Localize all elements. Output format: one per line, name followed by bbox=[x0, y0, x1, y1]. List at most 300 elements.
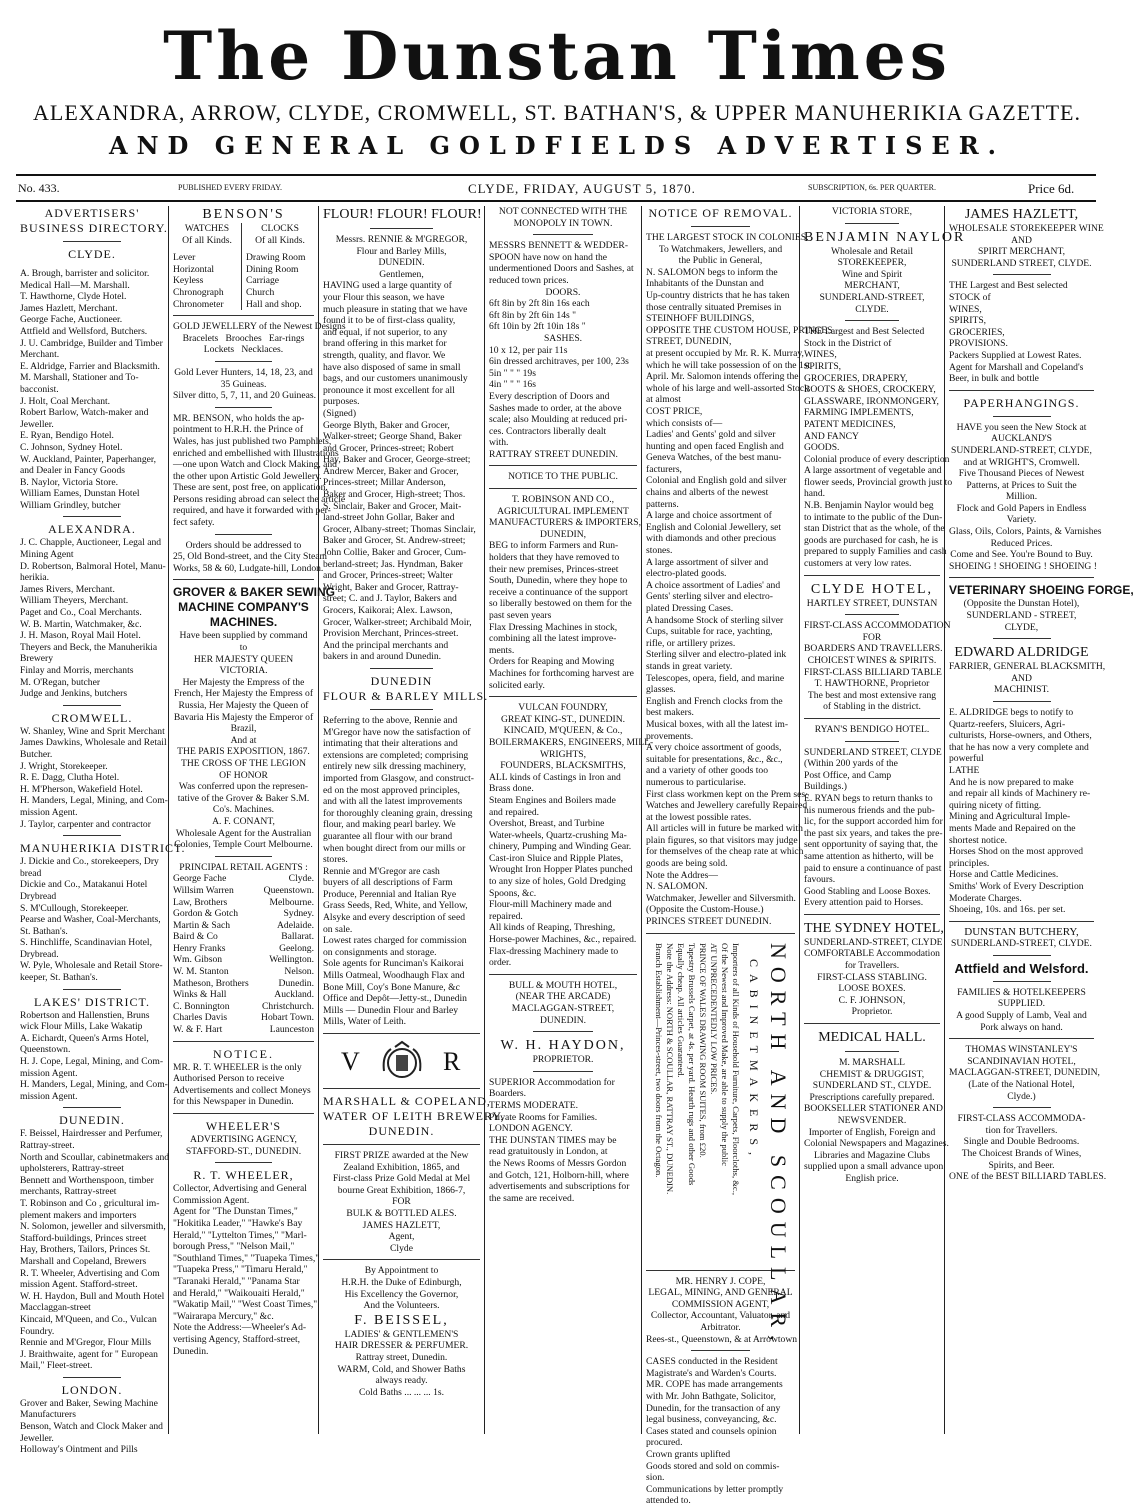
bull-line: (NEAR THE ARCADE) bbox=[515, 991, 611, 1003]
agent-row bbox=[173, 908, 314, 920]
rtw-line: "Southland Times," "Tuapeka Times," bbox=[173, 1252, 320, 1264]
robinson-line: holders that they have removed to bbox=[489, 552, 620, 564]
gold-jewellery-heading: GOLD JEWELLERY of the Newest Designs bbox=[173, 321, 346, 333]
robinson-heading-line: MANUFACTURERS & IMPORTERS, bbox=[489, 517, 641, 529]
directory-entry: J. H. Mason, Royal Mail Hotel. bbox=[20, 630, 141, 642]
doors-item: 6ft 10in by 2ft 10in 18s " bbox=[489, 321, 586, 333]
salomon-line: First class workmen kept on the Prem ses· bbox=[646, 788, 809, 800]
salomon-line: patterns. bbox=[646, 498, 679, 510]
paper-line: and at WRIGHT'S, Cromwell. bbox=[963, 456, 1080, 468]
sash-text-line: RATTRAY STREET DUNEDIN. bbox=[489, 448, 618, 460]
directory-entry: George Fache, Auctioneer. bbox=[20, 314, 123, 326]
haydon-line: SUPERIOR Accommodation for bbox=[489, 1076, 615, 1088]
clyde-hotel-line: The best and most extensive rang bbox=[807, 689, 937, 701]
hazlett-line: THE Largest and Best selected bbox=[949, 280, 1068, 292]
directory-entry: Pearse and Washer, Coal-Merchants, bbox=[20, 914, 161, 926]
hunters-price: Gold Lever Hunters, 14, 18, 23, and 35 Guineas. bbox=[174, 366, 313, 390]
salomon-line: Note the Addres— bbox=[646, 869, 718, 881]
cope-heading-line: Collector, Accountant, Valuator, and bbox=[650, 1310, 791, 1322]
hazlett-text bbox=[949, 280, 1094, 384]
agent-name: C. Bonnington bbox=[173, 1000, 230, 1012]
agent-row bbox=[173, 1024, 314, 1036]
salomon-line: Sterling silver and electro-plated ink bbox=[646, 649, 787, 661]
brewery-line: MARSHALL & COPELAND, bbox=[323, 1094, 491, 1108]
sydney-line: COMFORTABLE Accommodation bbox=[804, 948, 940, 960]
agent-town: Geelong. bbox=[279, 942, 314, 954]
sash-item: 6in dressed architraves, per 100, 23s bbox=[489, 356, 629, 368]
agent-town: Adelaide. bbox=[276, 919, 314, 931]
vulcan-heading-line: GREAT KING-ST., DUNEDIN. bbox=[500, 713, 626, 725]
salomon-line: whole of his large and well-assorted Stock bbox=[646, 382, 809, 394]
agents-list bbox=[173, 873, 314, 1035]
columns bbox=[16, 206, 1134, 1507]
agent-row bbox=[173, 943, 314, 955]
salomon-line: stands in great variety. bbox=[646, 660, 733, 672]
watches-label: WATCHES bbox=[184, 223, 230, 234]
cope-heading-line: COMMISSION AGENT, bbox=[671, 1298, 770, 1310]
directory-entry: Judge and Jenkins, butchers bbox=[20, 688, 128, 700]
directory-entry: merchants, Rattray-street bbox=[20, 1186, 117, 1198]
agent-town: Melbourne. bbox=[269, 896, 314, 908]
hazlett-sub bbox=[949, 223, 1104, 269]
naylor-sub-line: STOREKEEPER, bbox=[837, 257, 907, 269]
price: Price 6d. bbox=[1028, 181, 1075, 196]
grover-title-line: MACHINE COMPANY'S bbox=[178, 600, 309, 615]
mills-line: flour, and making pearl barley. We bbox=[323, 819, 456, 831]
naylor-line: Stock in the District of bbox=[804, 337, 892, 349]
vulcan-line: Horse-power Machines, &c., repaired. bbox=[489, 934, 637, 946]
north-scoullar-title: NORTH AND SCOULLAR, bbox=[766, 942, 791, 1349]
paper-line: Million. bbox=[1005, 491, 1038, 503]
prize-line: FOR bbox=[392, 1196, 411, 1208]
north-scoullar-line: Importers of all Kinds of Household Furniture, Carpets, Floorcloths, &c., bbox=[731, 942, 741, 1195]
flour-body-line: brand offering in this market for bbox=[323, 338, 447, 350]
aldridge-line: that he has now a very complete and bbox=[949, 741, 1089, 753]
watch-item: Chronograph bbox=[173, 286, 224, 298]
removal-intro-line: THE LARGEST STOCK IN COLONIES. bbox=[646, 232, 809, 243]
robinson-line: Orders for Reaping and Mowing bbox=[489, 656, 615, 668]
agent-town: Christchurch. bbox=[262, 1000, 314, 1012]
flour-body-line: Hay, Baker and Grocer, George-street; bbox=[323, 454, 471, 466]
directory-entry: Jeweller. bbox=[20, 418, 54, 430]
rtw-line: Collector, Advertising and General bbox=[173, 1183, 307, 1195]
rtw-heading: R. T. WHEELER, bbox=[193, 1168, 294, 1183]
flour-body bbox=[323, 280, 480, 663]
doors-intro-line: undermentioned Doors and Sashes, at bbox=[489, 263, 634, 275]
agent-row bbox=[173, 954, 314, 966]
mills-line: Sole agents for Runciman's Kaikorai bbox=[323, 958, 464, 970]
medical-heading: MEDICAL HALL. bbox=[818, 1030, 926, 1046]
haydon-line: THE DUNSTAN TIMES may be bbox=[489, 1134, 617, 1146]
aldridge-line: Shoeing, 10s. and 16s. per set. bbox=[949, 904, 1066, 916]
list-manuherikia bbox=[20, 856, 164, 984]
directory-entry: W. Pyle, Wholesale and Retail Store- bbox=[20, 960, 163, 972]
agent-name: Wm. Gibson bbox=[173, 954, 223, 966]
aldridge-line: and repair all kinds of Machinery re- bbox=[949, 788, 1091, 800]
salomon-line: chains and alberts of the newest bbox=[646, 487, 769, 499]
doors-item: 6ft 8in by 2ft 8in 16s each bbox=[489, 298, 590, 310]
robinson-line: solicited early. bbox=[489, 679, 545, 691]
directory-entry: Rattray-street. bbox=[20, 1140, 75, 1151]
hazlett-heading: JAMES HAZLETT, bbox=[964, 207, 1079, 222]
bull-line: DUNEDIN. bbox=[539, 1014, 587, 1026]
directory-entry: R. E. Dagg, Clutha Hotel. bbox=[20, 772, 120, 784]
flour-body-line: Andrew Mercer, Baker and Grocer, bbox=[323, 465, 459, 477]
benson-line: the other upon Artistic Gold Jewellery. bbox=[173, 470, 322, 482]
salomon-line: rifle, or artillery prizes. bbox=[646, 637, 736, 649]
salomon-line: Musical boxes, with all the latest im- bbox=[646, 718, 789, 730]
vulcan-line: Steam Engines and Boilers made bbox=[489, 794, 616, 806]
directory-entry: Kincaid, M'Queen, and Co., Vulcan bbox=[20, 1313, 157, 1325]
cope-line: Communications by letter promptly bbox=[646, 1483, 784, 1495]
benson-line: —one upon Watch and Clock Making, and bbox=[173, 459, 337, 471]
clyde-hotel-line: of Stabling in the district. bbox=[823, 701, 921, 713]
directory-entry: Butcher. bbox=[20, 748, 53, 760]
directory-entry: Medical Hall—M. Marshall. bbox=[20, 279, 130, 291]
brewery-line: WATER OF LEITH BREWERY, bbox=[323, 1109, 505, 1123]
directory-entry: Foundry. bbox=[20, 1325, 55, 1337]
wheeler-line: MR. R. T. WHEELER is the only bbox=[173, 1061, 302, 1073]
directory-entry: S. M'Cullough, Storekeeper. bbox=[20, 902, 129, 914]
salomon-line: All articles will in future be marked with bbox=[646, 823, 803, 835]
stafford-street: STAFFORD-ST., DUNEDIN. bbox=[185, 1145, 302, 1157]
cope-heading-line: LEGAL, MINING, AND GENERAL bbox=[648, 1287, 793, 1299]
directory-entry: A. Eichardt, Queen's Arms Hotel, bbox=[20, 1032, 149, 1044]
robinson-line: ments. bbox=[489, 644, 515, 656]
directory-entry: wick Flour Mills, Lake Wakatip bbox=[20, 1021, 143, 1033]
directory-entry: N. Solomon, jeweller and silversmith, bbox=[20, 1221, 166, 1233]
mills-text bbox=[323, 715, 480, 1028]
agent-name: Charles Davis bbox=[173, 1012, 228, 1024]
agent-row bbox=[173, 989, 314, 1001]
benson-heading: BENSON'S bbox=[202, 207, 285, 222]
directory-entry: H. Manders, Legal, Mining, and Com- bbox=[20, 795, 168, 807]
aldridge-sub bbox=[949, 661, 1106, 696]
medical-line: BOOKSELLER STATIONER AND bbox=[804, 1103, 943, 1115]
agent-row bbox=[173, 978, 314, 990]
robinson-line: so liberally bestowed on them for the bbox=[489, 598, 632, 610]
directory-entry: J. Holt, Coal Merchant. bbox=[20, 395, 111, 407]
cabinetmakers-title: CABINETMAKERS, bbox=[747, 958, 761, 1162]
winstanley-heading-line: THOMAS WINSTANLEY'S bbox=[965, 1044, 1078, 1056]
benson-line: pointment to H.R.H. the Prince of bbox=[173, 424, 304, 436]
rtw-line: Note the Address:—Wheeler's Ad- bbox=[173, 1322, 307, 1334]
vulcan-line: Flour-mill Machinery made and bbox=[489, 899, 612, 911]
royal-arms-icon bbox=[379, 1041, 425, 1081]
robinson-line: combining all the latest improve- bbox=[489, 633, 617, 645]
aldridge-line: Mining and Agricultural Imple- bbox=[949, 811, 1071, 823]
directory-entry: W. Auckland, Painter, Paperhanger, bbox=[20, 453, 157, 465]
aldridge-heading: EDWARD ALDRIDGE bbox=[954, 645, 1089, 661]
salomon-line: Inhabitants of the Dunstan and bbox=[646, 278, 764, 290]
vulcan-line: Cast-iron Sluice and Ripple Plates, bbox=[489, 852, 624, 864]
agent-name: Winks & Hall bbox=[173, 989, 227, 1001]
ryan-line: sent opportunity of saying that, the bbox=[804, 839, 938, 851]
rtw-line: "Wairarapa Mercury," &c. bbox=[173, 1310, 274, 1322]
directory-entry: C. Johnson, Sydney Hotel. bbox=[20, 441, 123, 453]
grover-line: THE CROSS OF THE LEGION bbox=[180, 757, 307, 769]
wheeler-notice bbox=[173, 1062, 314, 1108]
north-scoullar-line: Branch Establishment—Princes-street, two doors from the Octagon. bbox=[654, 942, 664, 1177]
agent-name: Law, Brothers bbox=[173, 896, 228, 908]
directory-entry: H. J. Cope, Legal, Mining, and Com- bbox=[20, 1056, 164, 1068]
forge-sub-line: (Opposite the Dunstan Hotel), bbox=[963, 598, 1080, 610]
directory-entry: J. Taylor, carpenter and contractor bbox=[20, 818, 151, 830]
winstanley-heading-line: (Late of the National Hotel, bbox=[968, 1079, 1075, 1091]
removal-intro-line: To Watchmakers, Jewellers, and bbox=[658, 243, 783, 255]
vulcan-line: order. bbox=[489, 957, 512, 969]
aldridge-line: ments Made and Repaired on the bbox=[949, 822, 1076, 834]
directory-entry: Brewery bbox=[20, 653, 54, 665]
clock-list bbox=[246, 252, 314, 310]
winstanley-line: FIRST-CLASS ACCOMMODA- bbox=[957, 1113, 1086, 1125]
directory-entry: Robert Barlow, Watch-maker and bbox=[20, 407, 149, 419]
salomon-line: which he will take possession of on the 1st bbox=[646, 359, 811, 371]
grover-title-line: GROVER & BAKER SEWING bbox=[173, 585, 336, 600]
directory-entry: William Grindley, butcher bbox=[20, 499, 121, 511]
salomon-line: A large assortment of silver and bbox=[646, 556, 769, 568]
list-london bbox=[20, 1398, 164, 1456]
dateline-rule bbox=[16, 200, 1096, 202]
haydon-text bbox=[489, 1077, 637, 1205]
benson-line: enriched and embellished with Illustrations bbox=[173, 447, 339, 459]
directory-entry: keeper, St. Bathan's. bbox=[20, 972, 98, 984]
naylor-line: GROCERIES, DRAPERY, bbox=[804, 372, 908, 384]
attfield-text bbox=[949, 987, 1094, 1033]
salomon-line: for themselves of the cheap rate at which bbox=[646, 846, 804, 858]
watch-list bbox=[173, 252, 241, 310]
salomon-line: OPPOSITE THE CUSTOM HOUSE, PRINCES bbox=[646, 324, 833, 336]
grover-heading bbox=[173, 585, 336, 630]
beissel-heading: F. BEISSEL, bbox=[354, 1312, 449, 1328]
winstanley-text bbox=[949, 1113, 1107, 1183]
directory-entry: mission Agent. bbox=[20, 806, 78, 818]
salomon-line: suitable for presentations, &c., &c., bbox=[646, 753, 783, 765]
flour-body-line: and equal, if not superior, to any bbox=[323, 326, 448, 338]
benson-line: Persons residing abroad can select the article bbox=[173, 493, 346, 505]
cope-line: Cases stated and counsels opinion bbox=[646, 1425, 777, 1437]
haydon-line: Private Rooms for Families. bbox=[489, 1111, 598, 1123]
directory-entry: Macclaggan-street bbox=[20, 1302, 91, 1314]
grover-line: tative of the Grover & Baker S.M. bbox=[177, 792, 310, 804]
of-all-kinds-right: Of all Kinds. bbox=[255, 234, 305, 246]
sash-text-line: ces. Contractors liberally dealt bbox=[489, 425, 607, 437]
agent-town: Nelson. bbox=[284, 966, 314, 978]
rtw-line: Commission Agent. bbox=[173, 1194, 250, 1206]
sash-text-line: Sashes made to order, at the above bbox=[489, 402, 622, 414]
forge-sub-line: CLYDE, bbox=[1004, 621, 1039, 633]
salomon-line: Ladies' and Gents' gold and silver bbox=[646, 429, 776, 441]
forge-sub bbox=[949, 598, 1094, 633]
sydney-line: SUNDERLAND-STREET, CLYDE bbox=[804, 936, 943, 948]
appointment-text bbox=[323, 1265, 480, 1311]
directory-entry: bacconist. bbox=[20, 383, 59, 395]
ryan-line: Post Office, and Camp bbox=[804, 769, 892, 781]
doors-label: DOORS. bbox=[545, 286, 581, 298]
mills-line: for thoroughly cleaning grain, dressing bbox=[323, 807, 473, 819]
grover-line: OF HONOR bbox=[219, 769, 268, 781]
doors-list bbox=[489, 298, 637, 333]
directory-entry: A. Brough, barrister and solicitor. bbox=[20, 268, 150, 279]
salomon-line: best makers. bbox=[646, 707, 694, 719]
notice-heading: NOTICE. bbox=[213, 1046, 274, 1061]
salomon-line: facturers, bbox=[646, 463, 682, 475]
clyde-hotel-text bbox=[804, 620, 951, 713]
ryan-heading: RYAN'S BENDIGO HOTEL. bbox=[814, 723, 930, 735]
naylor-line: customers at very low rates. bbox=[804, 558, 912, 570]
flour-body-line: have also disposed of same in small bbox=[323, 361, 461, 373]
haydon-heading: W. H. HAYDON, bbox=[500, 1038, 626, 1054]
directory-entry: Holloway's Ointment and Pills bbox=[20, 1444, 138, 1456]
appointment-line: And the Volunteers. bbox=[363, 1300, 440, 1312]
medical-line: Importer of English, Foreign and bbox=[808, 1126, 936, 1138]
mills-line: Alsyke and every description of seed bbox=[323, 912, 465, 924]
prize-text bbox=[323, 1150, 480, 1254]
removal-intro-line: the Public in General, bbox=[678, 255, 763, 267]
salomon-line: N. SALOMON. bbox=[646, 881, 708, 893]
prize-line: Agent, bbox=[388, 1231, 415, 1243]
directory-entry: mission Agent. bbox=[20, 1067, 78, 1079]
sash-item: 10 x 12, per pair 11s bbox=[489, 344, 568, 356]
agent-town: Ballarat. bbox=[281, 931, 314, 943]
flour-body-line: Grocer, Walker-street; Archibald Moir, bbox=[323, 616, 472, 628]
naylor-line: SPIRITS, bbox=[804, 360, 842, 372]
flour-body-line: Grocers, Kaikorai; Alex. Lawson, bbox=[323, 605, 453, 616]
agent-town: Queenstown. bbox=[263, 884, 314, 896]
directory-entry: Manufacturers bbox=[20, 1409, 76, 1421]
naylor-line: stan District that as the whole, of the bbox=[804, 523, 945, 535]
section-london: LONDON. bbox=[61, 1382, 123, 1397]
hazlett-line: PROVISIONS. bbox=[949, 338, 1008, 350]
cope-line: Dunedin, for the transaction of any bbox=[646, 1402, 781, 1414]
agent-name: Baird & Co bbox=[173, 931, 218, 943]
medical-line: Prescriptions carefully prepared. bbox=[809, 1091, 935, 1103]
paper-line: Patterns, at Prices to Suit the bbox=[966, 479, 1077, 491]
sash-text-line: Every description of Doors and bbox=[489, 390, 610, 402]
hazlett-line: SPIRITS, bbox=[949, 315, 987, 327]
agent-row bbox=[173, 897, 314, 909]
grover-line: French, Her Majesty the Empress of bbox=[173, 688, 314, 700]
ryan-text bbox=[804, 746, 943, 909]
jewel-row-1: Bracelets Brooches Ear-rings bbox=[182, 332, 305, 344]
mills-line: extensions are completed; comprising bbox=[323, 749, 469, 761]
flour-body-line: Baker and Grocer, High-street; Thos. bbox=[323, 489, 466, 501]
beissel-line: always ready. bbox=[375, 1375, 428, 1387]
dateline bbox=[18, 181, 1094, 199]
naylor-line: GOODS. bbox=[804, 442, 840, 454]
paper-line: SUNDERLAND-STREET, CLYDE, bbox=[951, 444, 1092, 456]
vulcan-line: All kinds of Reaping, Threshing, bbox=[489, 922, 616, 934]
naylor-text bbox=[804, 326, 953, 570]
directory-entry: F. Beissel, Hairdresser and Perfumer, bbox=[20, 1128, 163, 1140]
naylor-line: AND FANCY bbox=[804, 430, 859, 442]
directory-entry: plement makers and importers bbox=[20, 1209, 137, 1221]
flour-body-line: street; C. and J. Taylor, Bakers and bbox=[323, 593, 457, 605]
directory-entry: Attfield and Wellsford, Butchers. bbox=[20, 325, 148, 337]
agent-town: Hobart Town. bbox=[261, 1012, 314, 1024]
cope-line: MR. COPE has made arrangements bbox=[646, 1379, 783, 1391]
vulcan-line: Overshot, Breast, and Turbine bbox=[489, 818, 605, 830]
mills-heading bbox=[323, 673, 489, 704]
prize-line: bourne Great Exhibition, 1866-7, bbox=[337, 1184, 466, 1196]
winstanley-line: Spirits, and Beer. bbox=[988, 1159, 1055, 1171]
mills-line: on consignments and storage. bbox=[323, 946, 437, 958]
agent-town: Launceston bbox=[269, 1024, 314, 1036]
mills-line: entirely new silk dressing machinery, bbox=[323, 761, 466, 773]
cope-heading-line: Rees-st., Queenstown, & at Arrowtown bbox=[646, 1333, 798, 1345]
grover-title-line: MACHINES. bbox=[209, 615, 278, 630]
aldridge-line: Moderate Charges. bbox=[949, 892, 1022, 904]
naylor-line: flower seeds, Provincial growth just to bbox=[804, 476, 953, 488]
salomon-line: and a variety of other goods too bbox=[646, 765, 769, 777]
flour-body-line: and Grocer, Princes-street; Robert bbox=[323, 442, 454, 454]
directory-entry: Dickie and Co., Matakanui Hotel bbox=[20, 879, 148, 891]
haydon-line: and Gotch, 121, Holborn-hill, where bbox=[489, 1169, 629, 1181]
directory-entry: T. Robinson and Co , gricultural im- bbox=[20, 1197, 160, 1209]
winstanley-heading-line: Clyde.) bbox=[1007, 1090, 1036, 1102]
robinson-line: South, Dunedin, where they hope to bbox=[489, 575, 628, 587]
ryan-line: the past six years, and takes the pre- bbox=[804, 827, 943, 839]
flour-body-line: S. Sinclair, Baker and Grocer, Mait- bbox=[323, 500, 462, 512]
orders-note: Orders should be addressed to bbox=[185, 539, 302, 551]
vulcan-line: Water-wheels, Quartz-crushing Ma- bbox=[489, 829, 627, 841]
sydney-line: LOOSE BOXES. bbox=[838, 983, 906, 995]
vulcan-line: ALL kinds of Castings in Iron and bbox=[489, 771, 621, 783]
ryan-line: his numerous friends and the pub- bbox=[804, 804, 935, 816]
salomon-line: A choice assortment of Ladies' and bbox=[646, 579, 781, 591]
beissel-line: Rattray street, Dunedin. bbox=[355, 1351, 448, 1363]
aldridge-line: LATHE bbox=[949, 764, 980, 776]
flour-body-line: Provision Merchant, Princes-street. bbox=[323, 628, 459, 640]
flour-body-line: Grocer, Albany-street; Thomas Sinclair, bbox=[323, 523, 476, 535]
bull-heading bbox=[489, 980, 637, 1026]
agent-name: Matheson, Brothers bbox=[173, 977, 249, 989]
rtw-line: Dunedin. bbox=[173, 1345, 209, 1357]
doors-item: 6ft 8in by 2ft 6in 14s " bbox=[489, 309, 577, 321]
robinson-heading bbox=[489, 494, 641, 540]
rtw-line: "Taranaki Herald," "Panama Star bbox=[173, 1275, 300, 1287]
mills-line: stores. bbox=[323, 854, 348, 866]
salomon-line: electro-plated goods. bbox=[646, 568, 727, 580]
issue-number: No. 433. bbox=[18, 181, 60, 195]
naylor-sub bbox=[804, 246, 940, 316]
robinson-heading-line: T. ROBINSON AND CO., bbox=[511, 494, 615, 506]
mills-line: when bought direct from our mills or bbox=[323, 842, 466, 854]
directory-entry: J. C. Chapple, Auctioneer, Legal and bbox=[20, 537, 162, 549]
clyde-hotel-line: FIRST-CLASS BILLIARD TABLE bbox=[804, 666, 942, 678]
salomon-line: April. Mr. Salomon intends offering the bbox=[646, 371, 799, 383]
flour-intro-line: Messrs. RENNIE & M'GREGOR, bbox=[335, 234, 468, 245]
flour-body-line: strength, quality, and flavor. We bbox=[323, 349, 446, 361]
salomon-line: provements. bbox=[646, 730, 694, 742]
hazlett-line: Beer, in bulk and bottle bbox=[949, 373, 1039, 385]
flour-body-line: bags, and our customers unanimously bbox=[323, 373, 468, 385]
paper-line: AUCKLAND'S bbox=[991, 433, 1052, 445]
medical-line: M. MARSHALL bbox=[838, 1057, 906, 1069]
haydon-line: TERMS MODERATE. bbox=[489, 1099, 579, 1111]
cope-line: procured. bbox=[646, 1437, 683, 1449]
flour-intro-line: Flour and Barley Mills, bbox=[356, 245, 447, 257]
royal-arms-row bbox=[323, 1039, 480, 1083]
directory-entry: Stafford-buildings, Princes street bbox=[20, 1232, 147, 1244]
section-clyde: CLYDE. bbox=[68, 247, 116, 261]
aldridge-line: shortest notice. bbox=[949, 834, 1008, 846]
winstanley-heading-line: SCANDINAVIAN HOTEL, bbox=[967, 1055, 1076, 1067]
robinson-heading-line: DUNEDIN, bbox=[539, 528, 587, 540]
salomon-line: at almost bbox=[646, 394, 681, 406]
grover-line: Co's. Machines. bbox=[212, 804, 275, 816]
naylor-line: Colonial produce of every description bbox=[804, 453, 950, 465]
